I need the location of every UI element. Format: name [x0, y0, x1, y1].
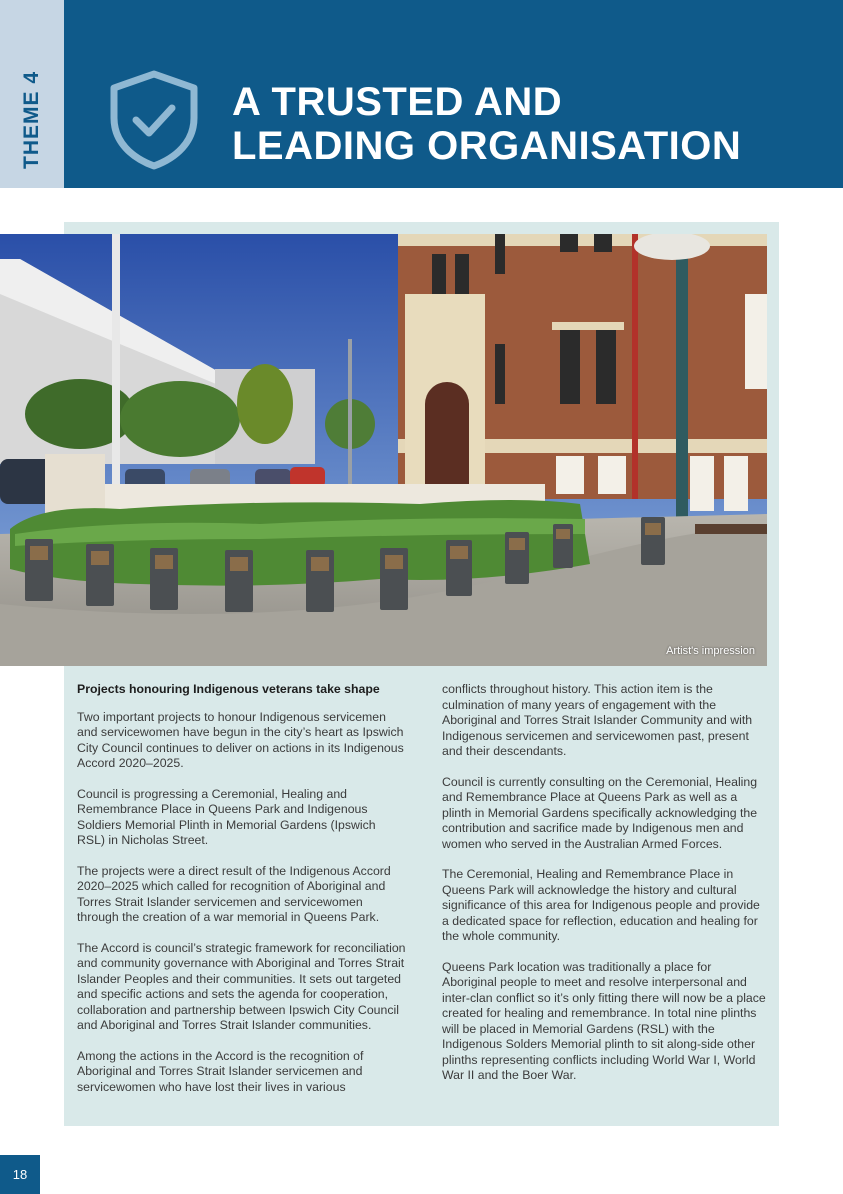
article-paragraph: Queens Park location was traditionally a place for Aboriginal people to meet and resolve interpersonal and inter-clan conflict so it’s only fitting there will now be a place created for healing and remembrance. In total nine plinths will be placed in Memorial Gardens (RSL) with the Indigenous Solders Memorial plinth to sit along-side other plinths representing conflicts including World War I, World War II and the Boer War.	[442, 959, 766, 1082]
article-right-column	[442, 682, 767, 1099]
title-line-2: LEADING ORGANISATION	[232, 124, 742, 168]
feature-photo	[0, 234, 767, 666]
article-paragraph: Among the actions in the Accord is the recognition of Aboriginal and Torres Strait Islander servicemen and servicewomen who have lost their lives in various	[77, 1048, 364, 1094]
article-paragraph: Two important projects to honour Indigenous servicemen and servicewomen have begun in the city’s heart as Ipswich City Council continues to deliver on actions in its Indigenous Accord 2020–2025.	[77, 709, 404, 770]
memorial-scene-illustration	[0, 234, 767, 666]
article-heading: Projects honouring Indigenous veterans take shape	[77, 682, 380, 696]
article-paragraph: Council is currently consulting on the Ceremonial, Healing and Remembrance Place at Queens Park as well as a plinth in Memorial Gardens specifically acknowledging the contribution and sacrifice made by Indigenous men and women who served in the Australian Armed Forces.	[442, 774, 758, 851]
page-title	[232, 80, 741, 168]
article-paragraph: Council is progressing a Ceremonial, Healing and Remembrance Place in Queens Park and Indigenous Soldiers Memorial Plinth in Memorial Gardens (Ipswich RSL) in Nicholas Street.	[77, 786, 376, 847]
title-line-1: A TRUSTED AND	[232, 80, 563, 124]
article-paragraph: The Ceremonial, Healing and Remembrance Place in Queens Park will acknowledge the history and cultural significance of this area for Indigenous people and provide a dedicated space for reflection, education and healing for the whole community.	[442, 867, 760, 943]
theme-tab	[0, 0, 64, 188]
shield-check-icon	[108, 70, 200, 170]
article-left-column	[77, 682, 407, 1110]
page-number: 18	[0, 1155, 40, 1194]
article-paragraph: The projects were a direct result of the Indigenous Accord 2020–2025 which called for recognition of Aboriginal and Torres Strait Islander servicemen and servicewomen through the creation of a war memorial in Queens Park.	[77, 863, 391, 924]
article-paragraph: The Accord is council’s strategic framework for reconciliation and community governance with Aboriginal and Torres Strait Islander Peoples and their communities. It sets out targeted and specific actions and sets the agenda for cooperation, collaboration and partnership between Ipswich City Council and Aboriginal and Torres Strait Islander communities.	[77, 940, 406, 1032]
photo-caption: Artist's impression	[666, 645, 755, 657]
theme-label: THEME 4	[20, 70, 43, 170]
article-paragraph: conflicts throughout history. This action item is the culmination of many years of engagement with the Aboriginal and Torres Strait Islander Community and with Indigenous servicemen and servicewomen past, present and their descendants.	[442, 682, 753, 758]
page-header	[64, 0, 843, 188]
